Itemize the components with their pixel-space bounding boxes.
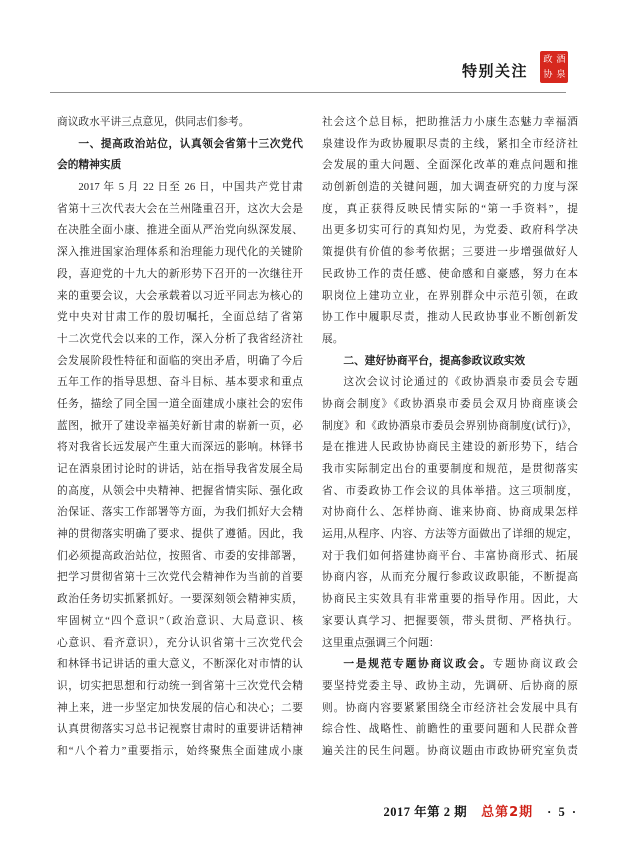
text-column-left	[57, 112, 303, 763]
text-line	[57, 264, 303, 286]
text-segment: 专题协商议政会	[492, 658, 578, 671]
text-line	[57, 112, 303, 134]
section-title: 特别关注	[461, 62, 528, 80]
text-line	[57, 502, 303, 524]
text-line	[322, 676, 578, 698]
bold-text-segment: 会的精神实质	[57, 159, 122, 172]
text-line	[57, 589, 303, 611]
text-line	[322, 524, 578, 546]
text-line	[57, 351, 303, 373]
text-line	[57, 611, 303, 633]
text-line	[57, 437, 303, 459]
text-segment: 展。	[322, 332, 344, 345]
text-line	[322, 329, 578, 351]
text-line	[57, 676, 303, 698]
text-segment: 将对我省长远发展产生重大而深远的影响。林铎书	[57, 441, 303, 454]
text-segment: 职岗位上建功立业，在界别群众中示范引领，在政	[322, 289, 578, 302]
text-segment: 党中央对甘肃工作的殷切嘱托，全面总结了省第	[57, 311, 303, 324]
text-segment: 民政协工作的责任感、使命感和自豪感，努力在本	[322, 267, 578, 280]
header-divider-rule	[50, 92, 566, 93]
text-segment: 的高度，从领会中央精神、把握省情实际、强化政	[57, 484, 303, 497]
text-line	[322, 719, 578, 741]
text-segment: 来的重要会议，大会承载着以习近平同志为核心的	[57, 289, 303, 302]
text-line	[322, 459, 578, 481]
text-line	[57, 155, 303, 177]
seal-character: 泉	[555, 68, 566, 80]
text-segment: 出更多切实可行的真知灼见，为党委、政府科学决	[322, 224, 578, 237]
text-line	[57, 719, 303, 741]
text-line	[322, 307, 578, 329]
page-footer	[383, 801, 578, 820]
text-segment: 段，喜迎党的十九大的新形势下召开的一次继往开	[57, 267, 303, 280]
text-segment: 对协商什么、怎样协商、谁来协商、协商成果怎样	[322, 506, 578, 519]
text-line	[322, 546, 578, 568]
text-segment: 会发展的重大问题、全面深化改革的难点问题和推	[322, 159, 578, 172]
text-segment: 社会这个总目标，把助推活力小康生态魅力幸福酒	[322, 116, 578, 128]
seal-character: 酒	[555, 53, 566, 65]
text-line	[322, 567, 578, 589]
text-segment: 们必须提高政治站位，按照省、市委的安排部署，	[57, 549, 303, 562]
text-segment: 认真贯彻落实习总书记视察甘肃时的重要讲话精神	[57, 723, 303, 736]
text-segment: 则。协商内容要紧紧围绕全市经济社会发展中具有	[322, 701, 578, 714]
text-line	[57, 741, 303, 763]
seal-character: 协	[542, 68, 553, 80]
text-segment: 这次会议讨论通过的《政协酒泉市委员会专题	[343, 376, 578, 389]
text-segment: 这里重点强调三个问题：	[322, 636, 440, 649]
text-line	[57, 199, 303, 221]
text-segment: 神的贯彻落实明确了要求、提供了遵循。因此，我	[57, 528, 303, 541]
text-segment: 泉建设作为政协履职尽责的主线，紧扣全市经济社	[322, 137, 578, 150]
text-line	[322, 502, 578, 524]
text-segment: 牢固树立“四个意识”（政治意识、大局意识、核	[57, 614, 303, 627]
text-line	[57, 546, 303, 568]
text-line	[322, 177, 578, 199]
text-line	[322, 134, 578, 156]
text-line	[322, 199, 578, 221]
text-line	[322, 155, 578, 177]
issue-label: 2017 年第 2 期	[383, 805, 468, 819]
text-line	[322, 437, 578, 459]
text-segment: 十二次党代会以来的工作，深入分析了我省经济社	[57, 332, 303, 345]
text-segment: 和林铎书记讲话的重大意义，不断深化对市情的认	[57, 658, 303, 671]
text-segment: 对于我们如何搭建协商平台、丰富协商形式、拓展	[322, 549, 578, 562]
text-segment: 度，真正获得反映民情实际的“第一手资料”，提	[322, 202, 578, 215]
text-line	[322, 286, 578, 308]
text-line	[322, 633, 578, 655]
text-segment: 深入推进国家治理体系和治理能力现代化的关键阶	[57, 246, 303, 259]
text-segment: 把学习贯彻省第十三次党代会精神作为当前的首要	[57, 571, 303, 584]
text-segment: 和“八个着力”重要指示，始终聚焦全面建成小康	[57, 744, 303, 757]
text-line	[57, 633, 303, 655]
text-line	[322, 242, 578, 264]
text-line	[322, 220, 578, 242]
text-segment: 要坚持党委主导、政协主动，先调研、后协商的原	[322, 679, 578, 692]
text-segment: 运用,从程序、内容、方法等方面做出了详细的规定，	[322, 528, 578, 541]
text-segment: 遍关注的民生问题。协商议题由市政协研究室负责	[322, 744, 578, 757]
page-number: · 5 ·	[547, 805, 578, 819]
text-line	[322, 416, 578, 438]
text-line	[57, 481, 303, 503]
text-segment: 会发展阶段性特征和面临的突出矛盾，明确了今后	[57, 354, 303, 367]
text-segment: 在决胜全面小康、推进全面从严治党向纵深发展、	[57, 224, 303, 237]
bold-text-segment: 一、提高政治站位，认真领会省第十三次党代	[78, 137, 303, 150]
bold-text-segment: 二、建好协商平台，提高参政议政实效	[343, 354, 526, 367]
text-line	[57, 654, 303, 676]
text-line	[57, 177, 303, 199]
text-line	[322, 741, 578, 763]
text-line	[322, 589, 578, 611]
text-segment: 蓝图，掀开了建设幸福美好新甘肃的崭新一页，必	[57, 419, 303, 432]
text-segment: 五年工作的指导思想、奋斗目标、基本要求和重点	[57, 376, 303, 389]
text-line	[57, 372, 303, 394]
text-line	[322, 112, 578, 134]
text-segment: 策提供有价值的参考依据；三要进一步增强做好人	[322, 246, 578, 259]
text-line	[322, 264, 578, 286]
text-segment: 任务，描绘了同全国一道全面建成小康社会的宏伟	[57, 397, 303, 410]
bold-text-segment: 一是规范专题协商议政会。	[343, 658, 493, 671]
text-line	[57, 220, 303, 242]
text-line	[322, 611, 578, 633]
text-segment: 协工作中履职尽责，推动人民政协事业不断创新发	[322, 311, 578, 324]
text-segment: 协商会制度》《政协酒泉市委员会双月协商座谈会	[322, 397, 578, 410]
text-line	[57, 307, 303, 329]
text-column-right	[322, 112, 578, 763]
text-line	[57, 524, 303, 546]
text-segment: 动创新创造的关键问题，加大调查研究的力度与深	[322, 181, 578, 194]
text-segment: 政治任务切实抓紧抓好。一要深刻领会精神实质，	[57, 593, 303, 606]
text-line	[57, 416, 303, 438]
text-segment: 协商民主实效具有非常重要的指导作用。因此，大	[322, 593, 578, 606]
red-seal-stamp	[540, 51, 568, 83]
text-line	[57, 242, 303, 264]
text-line	[57, 134, 303, 156]
text-segment: 制度》和《政协酒泉市委员会界别协商制度(试行)》，	[322, 419, 578, 432]
text-line	[57, 286, 303, 308]
text-line	[57, 567, 303, 589]
text-line	[322, 698, 578, 720]
seal-character: 政	[542, 53, 553, 65]
text-segment: 家要认真学习、把握要领，带头贯彻、严格执行。	[322, 614, 578, 627]
text-segment: 我市实际制定出台的重要制度和规范，是贯彻落实	[322, 463, 578, 475]
text-line	[57, 394, 303, 416]
text-line	[57, 459, 303, 481]
text-line	[322, 394, 578, 416]
text-segment: 省第十三次代表大会在兰州隆重召开，这次大会是	[57, 202, 303, 215]
text-line	[322, 372, 578, 394]
text-line	[57, 329, 303, 351]
text-segment: 是在推进人民政协协商民主建设的新形势下，结合	[322, 441, 578, 454]
text-segment: 商议政水平讲三点意见，供同志们参考。	[57, 116, 250, 128]
volume-label: 总第2期	[481, 805, 534, 820]
text-segment: 心意识、看齐意识），充分认识省第十三次党代会	[57, 636, 303, 649]
text-segment: 省、市委政协工作会议的具体举措。这三项制度，	[322, 484, 578, 497]
text-line	[322, 481, 578, 503]
text-segment: 神上来，进一步坚定加快发展的信心和决心；二要	[57, 701, 303, 714]
text-segment: 记在酒泉团讨论时的讲话，站在指导我省发展全局	[57, 463, 303, 475]
text-line	[57, 698, 303, 720]
text-segment: 综合性、战略性、前瞻性的重要问题和人民群众普	[322, 723, 578, 736]
text-segment: 治保证、落实工作部署等方面，为我们抓好大会精	[57, 506, 303, 519]
text-line	[322, 351, 578, 373]
text-line	[322, 654, 578, 676]
text-segment: 协商内容，从而充分履行参政议政职能，不断提高	[322, 571, 578, 584]
text-segment: 2017 年 5 月 22 日至 26 日，中国共产党甘肃	[78, 181, 303, 194]
text-segment: 识，切实把思想和行动统一到省第十三次党代会精	[57, 679, 303, 692]
